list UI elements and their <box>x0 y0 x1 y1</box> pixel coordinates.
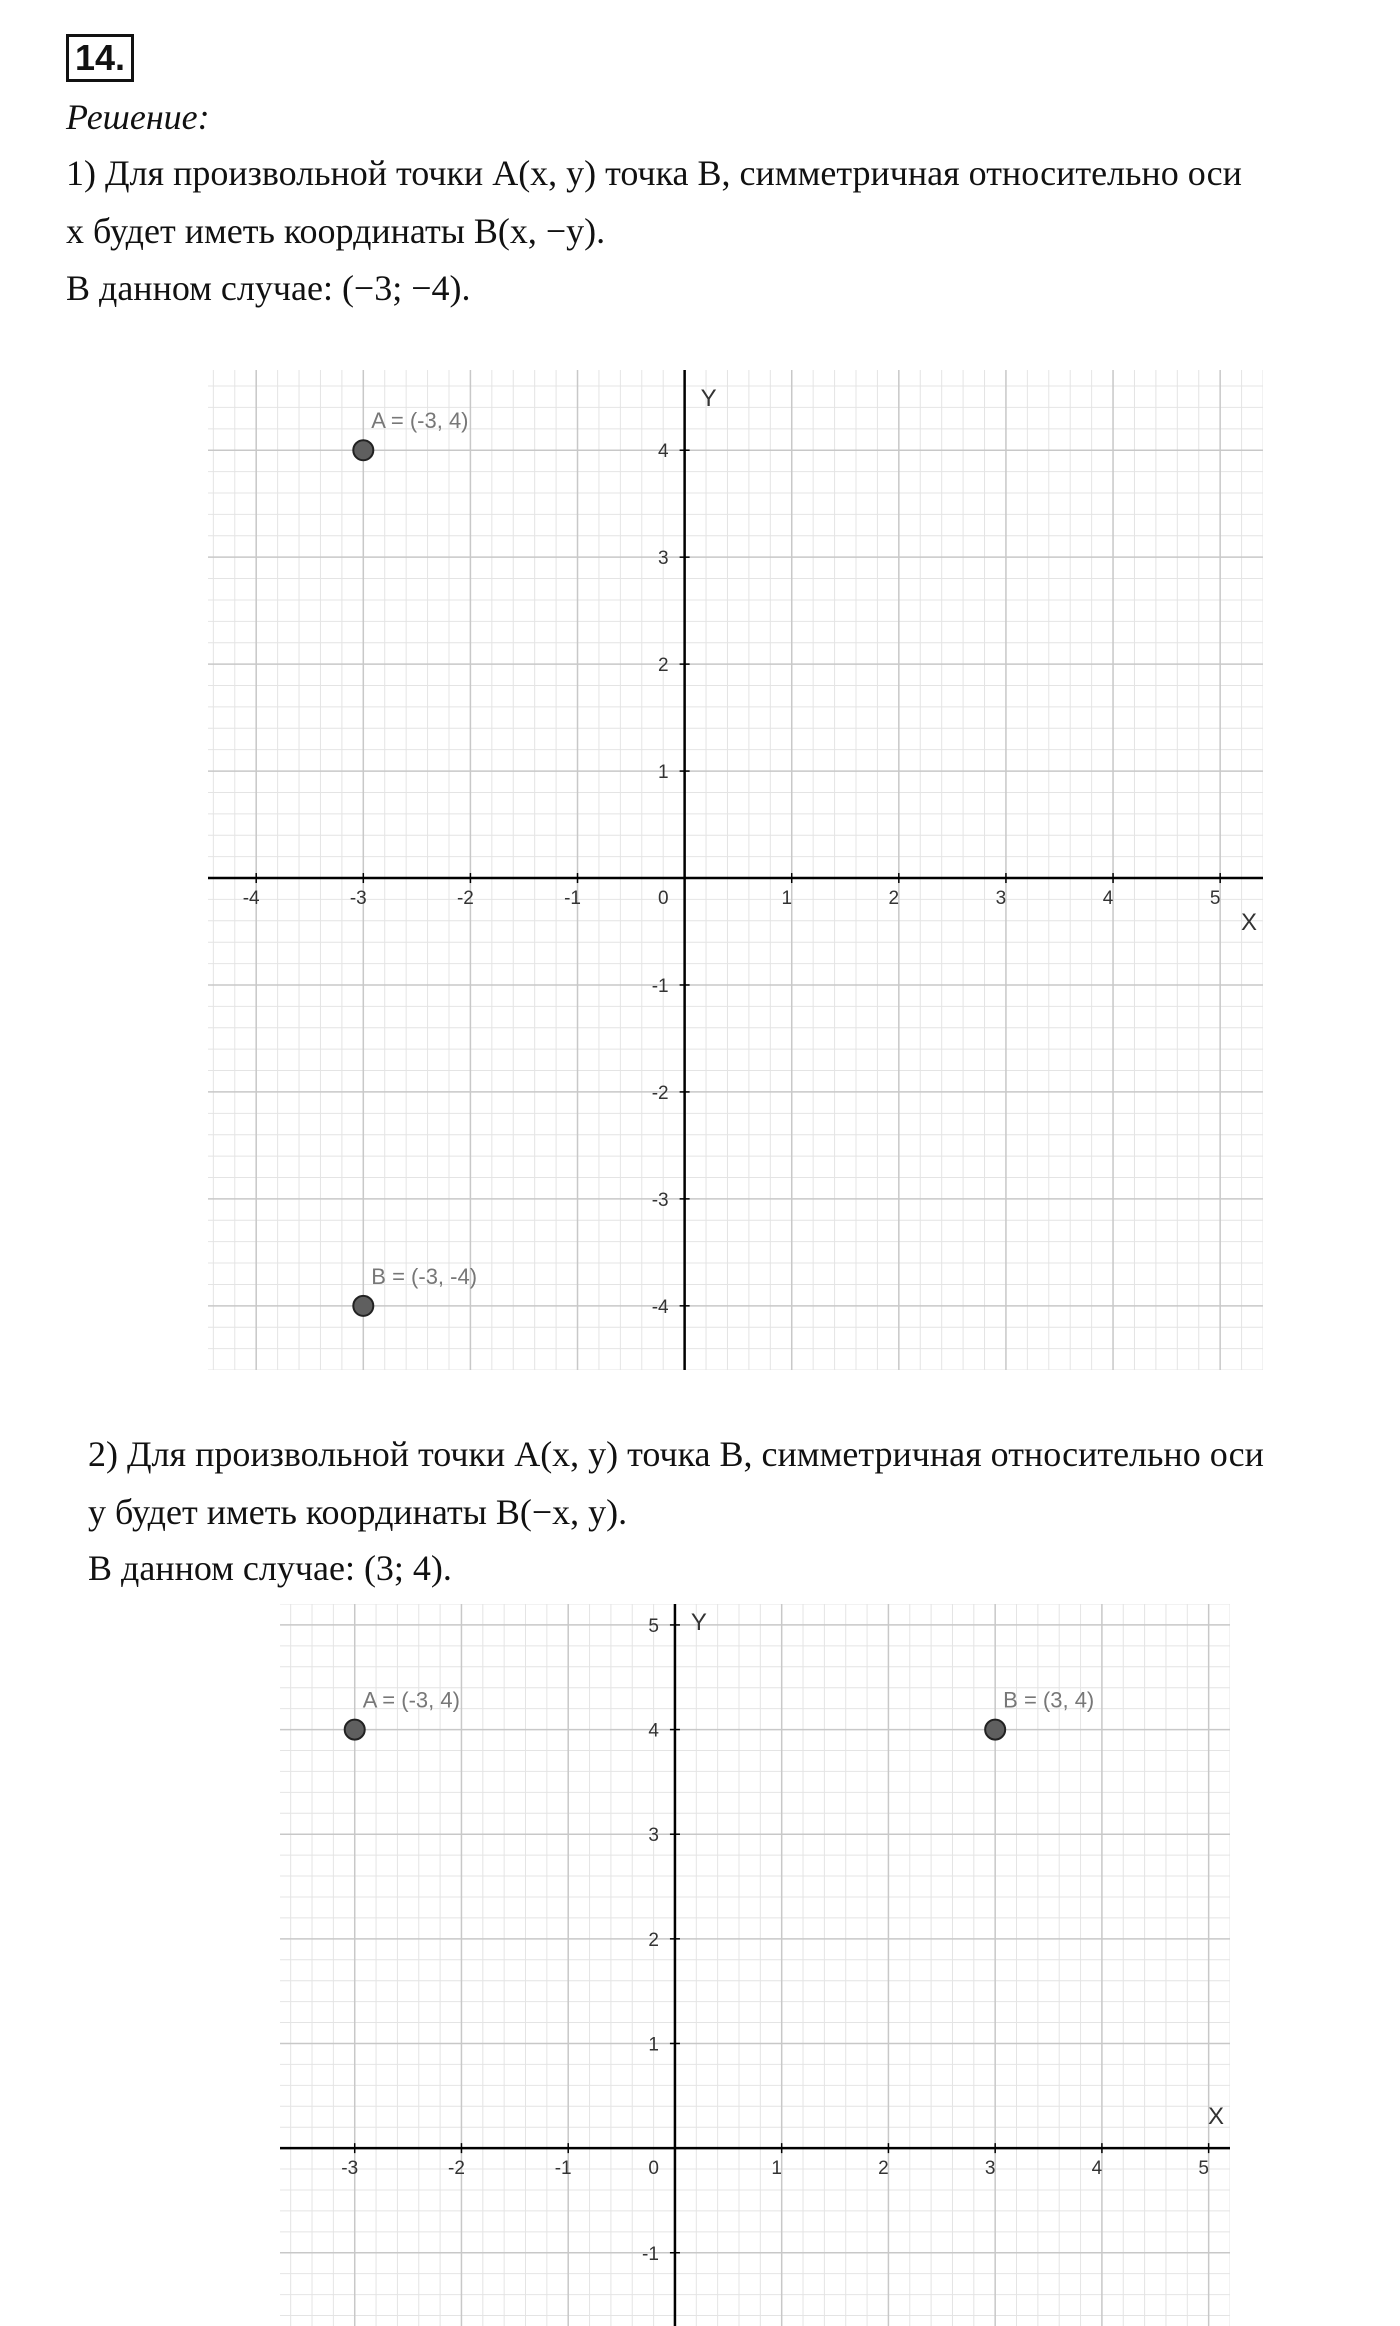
y-tick-label: -1 <box>651 975 669 997</box>
x-tick-label: 4 <box>1102 888 1114 910</box>
y-tick-label: 4 <box>658 441 669 463</box>
y-tick-label: -4 <box>651 1296 669 1318</box>
coordinate-plane-2 <box>280 1604 1230 2326</box>
part1-line2: x будет иметь координаты B(x, −y). <box>66 211 606 251</box>
point-b <box>985 1720 1005 1740</box>
x-tick-label: -2 <box>456 888 474 910</box>
x-tick-label: -1 <box>564 888 581 910</box>
point-a <box>345 1720 365 1740</box>
part2-line1: 2) Для произвольной точки A(x, y) точка B, симметричная относительно оси <box>88 1434 1264 1474</box>
y-tick-label: 3 <box>648 1825 659 1847</box>
y-tick-label: -1 <box>642 2243 659 2265</box>
point-label-b: B = (-3, -4) <box>371 1263 478 1289</box>
x-tick-label: 3 <box>984 2158 996 2180</box>
y-tick-label: 1 <box>648 2034 659 2056</box>
part1-line3: В данном случае: (−3; −4). <box>66 268 471 308</box>
y-tick-label: 1 <box>658 762 669 784</box>
x-tick-label: 5 <box>1198 2158 1209 2180</box>
origin-label: 0 <box>658 888 669 910</box>
x-axis-label: X <box>1207 2103 1225 2131</box>
coordinate-plane-1 <box>208 370 1263 1370</box>
y-tick-label: 3 <box>658 548 669 570</box>
x-tick-label: -2 <box>448 2158 465 2180</box>
x-tick-label: 4 <box>1091 2158 1103 2180</box>
y-tick-label: -3 <box>651 1189 669 1211</box>
y-axis-label: Y <box>690 1609 707 1636</box>
x-tick-label: 1 <box>781 888 793 910</box>
part2-line2: y будет иметь координаты B(−x, y). <box>88 1492 628 1532</box>
y-tick-label: 2 <box>658 655 669 677</box>
point-a <box>353 440 373 460</box>
point-label-a: A = (-3, 4) <box>371 408 469 434</box>
point-b <box>353 1296 373 1316</box>
y-axis-label: Y <box>700 385 717 412</box>
solution-label: Решение: <box>66 97 210 137</box>
x-axis-label: X <box>1240 909 1258 937</box>
x-tick-label: -3 <box>349 888 367 910</box>
x-tick-label: 2 <box>888 888 900 910</box>
x-tick-label: 2 <box>878 2158 889 2180</box>
problem-number: 14. <box>66 34 134 82</box>
y-tick-label: 4 <box>648 1720 659 1742</box>
origin-label: 0 <box>648 2158 659 2180</box>
x-tick-label: 5 <box>1209 888 1221 910</box>
x-tick-label: -1 <box>554 2158 572 2180</box>
y-tick-label: 2 <box>648 1929 659 1951</box>
point-label-a: A = (-3, 4) <box>362 1687 460 1713</box>
point-label-b: B = (3, 4) <box>1003 1687 1095 1713</box>
x-tick-label: 3 <box>995 888 1007 910</box>
x-tick-label: -4 <box>242 888 260 910</box>
y-tick-label: -2 <box>651 1082 669 1104</box>
x-tick-label: -3 <box>341 2158 359 2180</box>
part1-line1: 1) Для произвольной точки A(x, y) точка B, симметричная относительно оси <box>66 153 1242 193</box>
y-tick-label: 5 <box>648 1615 659 1637</box>
part2-line3: В данном случае: (3; 4). <box>88 1548 452 1588</box>
x-tick-label: 1 <box>771 2158 782 2180</box>
